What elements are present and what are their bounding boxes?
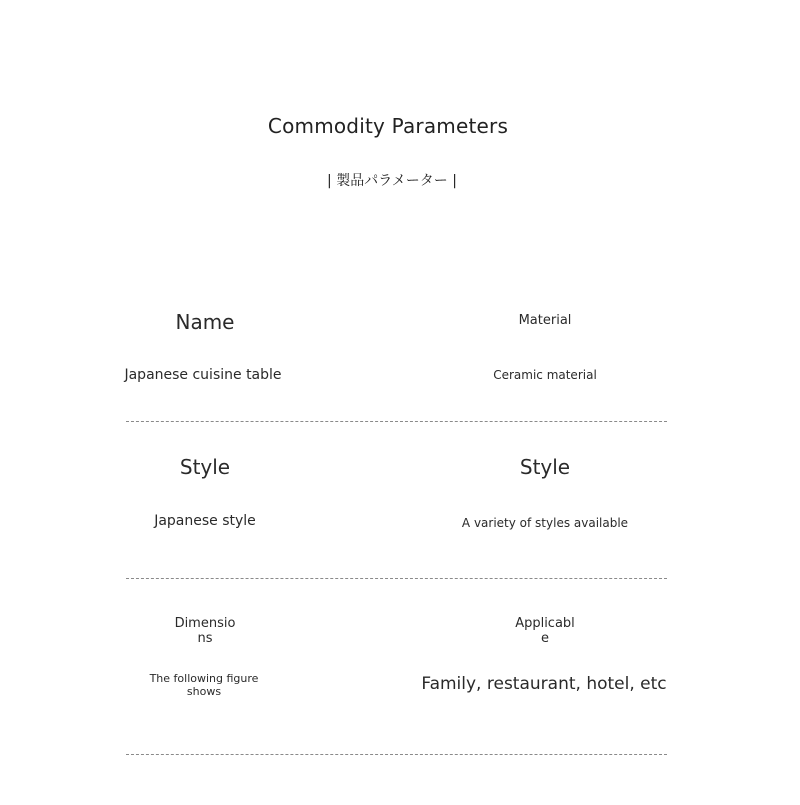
param-style-label: Style <box>179 455 231 479</box>
param-style-value: Japanese style <box>154 513 256 529</box>
param-style-value-right: A variety of styles available <box>461 516 629 530</box>
param-style-label-right: Style <box>519 455 571 479</box>
param-applicable-value: Family, restaurant, hotel, etc <box>421 674 667 694</box>
row-divider <box>126 421 667 422</box>
param-dimensions-label: Dimensions <box>174 616 236 646</box>
param-material-label: Material <box>518 313 572 328</box>
row-divider <box>126 754 667 755</box>
param-name-label: Name <box>175 310 235 334</box>
row-divider <box>126 578 667 579</box>
page-subtitle: | 製品パラメーター | <box>327 173 457 189</box>
param-name-value: Japanese cuisine table <box>124 367 282 383</box>
param-material-value: Ceramic material <box>493 368 597 382</box>
param-applicable-label: Applicable <box>515 616 575 646</box>
param-dimensions-value: The following figure shows <box>149 672 259 698</box>
page-title: Commodity Parameters <box>267 114 509 138</box>
